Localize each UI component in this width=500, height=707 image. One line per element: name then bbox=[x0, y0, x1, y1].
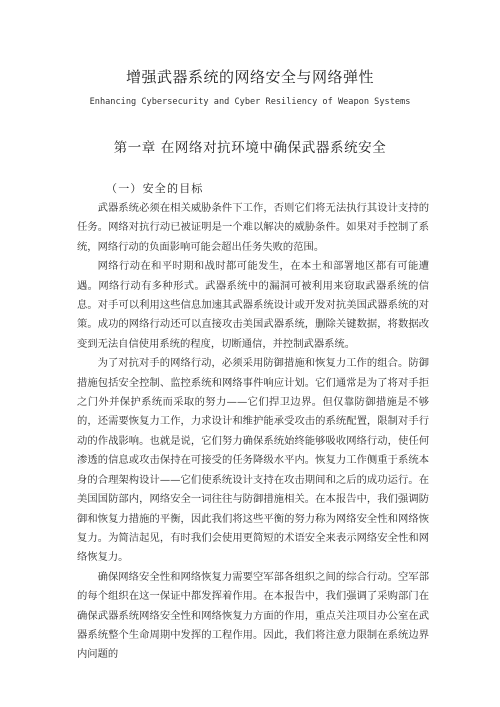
paragraph: 网络行动在和平时期和战时都可能发生，在本土和部署地区都有可能遭遇。网络行动有多种形式。武器系统中的漏洞可被利用来窃取武器系统的信息。对手可以利用这些信息加速其武器系统设计或开发对抗美国武器系统的对策。成功的网络行动还可以直接攻击美国武器系统，删除关键数据，将数据改变到无法自信使用系统的程度，切断通信，并控制武器系统。 bbox=[77, 260, 429, 350]
document-subtitle: Enhancing Cybersecurity and Cyber Resiliency of Weapon Systems bbox=[89, 97, 411, 107]
chapter-title: 第一章 在网络对抗环境中确保武器系统安全 bbox=[113, 140, 387, 156]
paragraph: 确保网络安全性和网络恢复力需要空军部各组织之间的综合行动。空军部的每个组织在这一保证中都发挥着作用。在本报告中，我们强调了采购部门在确保武器系统网络安全性和网络恢复力方面的作用，重点关注项目办公室在武器系统整个生命周期中发挥的工程作用。因此，我们将注意力限制在系统边界内问题的 bbox=[77, 570, 429, 661]
paragraph: 武器系统必须在相关威胁条件下工作，否则它们将无法执行其设计支持的任务。网络对抗行动已被证明是一个难以解决的威胁条件。如果对手控制了系统，网络行动的负面影响可能会超出任务失败的范围。 bbox=[77, 202, 429, 253]
body-text bbox=[77, 199, 429, 665]
section-title: （一）安全的目标 bbox=[106, 182, 204, 195]
paragraph: 为了对抗对手的网络行动，必须采用防御措施和恢复力工作的组合。防御措施包括安全控制、监控系统和网络事件响应计划。它们通常是为了将对手拒之门外并保护系统而采取的努力——它们捍卫边界。但仅靠防御措施是不够的，还需要恢复力工作，力求设计和维护能承受攻击的系统配置，限制对手行动的作战影响。也就是说，它们努力确保系统始终能够吸收网络行动，使任何渗透的信息或攻击保持在可接受的任务降级水平内。恢复力工作侧重于系统本身的合理架构设计——它们使系统设计支持在攻击期间和之后的成功运行。在美国国防部内，网络安全一词往往与防御措施相关。在本报告中，我们强调防御和恢复力措施的平衡，因此我们将这些平衡的努力称为网络安全性和网络恢复力。为简洁起见，有时我们会使用更简短的术语安全来表示网络安全性和网络恢复力。 bbox=[77, 357, 429, 564]
document-title: 增强武器系统的网络安全与网络弹性 bbox=[125, 68, 374, 86]
